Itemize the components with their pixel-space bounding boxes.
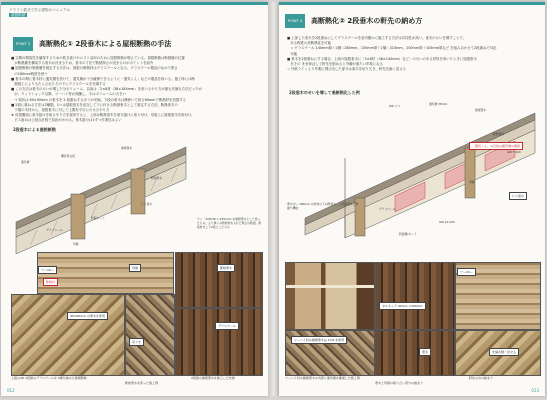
purlin [71, 194, 85, 239]
section-title: 高断熱化① 2段垂木による屋根断熱の手法 [39, 40, 172, 48]
photo-callout: タルキック 40mm ×300mm [379, 302, 426, 310]
roof-section-diagram [11, 134, 191, 254]
photo-insulation-layer [125, 294, 175, 376]
diagram-label: 通気層 [21, 160, 30, 164]
photo-callout: ビス留め [509, 192, 527, 200]
photo-rafters-closeup [175, 252, 263, 308]
photo-callout: 母屋 [129, 264, 141, 272]
purlin [131, 169, 145, 214]
diagram-caption: 2段垂木のせいを増して高断熱化した例 [289, 90, 360, 95]
photo-caption: 2段組の屋根垂木を施工した状態 [191, 376, 235, 380]
diagram-label: 断熱垂木 [493, 132, 505, 136]
diagram-label: グラスウール [46, 228, 63, 232]
photo-callout: 「通気くん」の目的は通気層の確保 [469, 142, 523, 150]
book-gutter [268, 2, 279, 396]
point-badge: POINT 3 [13, 37, 33, 51]
diagram-label: 構造用合板 [61, 154, 75, 158]
photo-callout: 先端を細く見せる [489, 348, 519, 356]
photo-callout: 垂木 [419, 348, 431, 356]
point-badge: POINT 4 [285, 14, 305, 28]
left-page [1, 2, 268, 396]
photo-eave-framing [285, 262, 375, 330]
right-page [279, 2, 545, 396]
diagram-label: 母屋 [73, 242, 79, 246]
diagram-label: 母屋 [469, 180, 475, 184]
photo-caption: 垂木と母屋の取り合い部分の納まり [375, 381, 424, 385]
page-number: 012 [7, 388, 15, 393]
diagram-note: 垂木せい 180mm の材料の下の断熱と、上段を垂木と母屋で構成 [287, 202, 359, 210]
diagram-label: 屋根垂木 [475, 108, 487, 112]
diagram-label: 通気層 38mm [429, 102, 448, 106]
running-header-tag: 屋根断熱 [11, 13, 26, 17]
photo-ceiling-rafters [37, 252, 174, 294]
section-title-box [285, 14, 422, 28]
diagram-label: GW ビス [389, 104, 401, 108]
photo-callout: 吊り木 [129, 338, 144, 346]
photo-caption: 断熱垂木を使った施工例 [125, 381, 159, 385]
photo-rafter-connection [375, 262, 455, 330]
photo-callout: 断熱材 [43, 278, 58, 286]
page-number: 013 [531, 388, 539, 393]
eave-section-diagram [285, 98, 541, 238]
roof-sheathing [16, 154, 186, 237]
diagram-label: グラスウール [379, 207, 396, 211]
photo-callout: 断熱垂木 [217, 264, 235, 272]
photo-attic-insulation [11, 294, 125, 376]
photo-caption: 上図の3D 2段組のグラスウールを 2層分納めた屋根断熱 [11, 376, 87, 380]
header-bar [279, 2, 545, 5]
photo-callout: ワー10ー [38, 266, 57, 274]
diagram-label: ビス留め [141, 202, 153, 206]
diagram-label: 防湿シート [91, 216, 105, 220]
diagram-caption: 2段垂木による屋根断熱 [13, 127, 56, 132]
photo-purlin-detail [175, 308, 263, 376]
diagram-label: GW 10-105 [439, 220, 455, 224]
diagram-note: ワン・3X8(38 × 235mm) を屋根垂木として使ったもの。より厚いの断熱材を入れた場合の断面。断熱材を上下2段にしたもの [197, 217, 262, 229]
section-title-box [13, 37, 171, 51]
photo-caption: 軒先の出の納まり [469, 376, 494, 380]
header-bar [1, 2, 268, 5]
diagram-label: GW T-100 [507, 150, 521, 154]
diagram-label: 防湿層/ボード [399, 232, 417, 236]
running-header: グラフと数式で学ぶ建物のマニュアル 屋根断熱 [9, 8, 70, 17]
photo-callout: グラスウール [215, 322, 239, 330]
photo-callout: ツーバイ材の屋根垂木は 2×8 を使用 [291, 336, 347, 344]
photo-callout: ワー10ー [457, 268, 476, 276]
purlin [465, 148, 475, 198]
photo-caption: ツーバイ材の屋根垂木の内部に通気層を確保した施工例 [285, 376, 360, 380]
body-text: ■ 空間の開放性を確保するための吹き抜けやロフト活用のために屋根断熱が増えている。屋根断熱は断熱層の位置 が断熱層を構成する垂木が決まるため、垂木の寸法で断熱厚さが決まるのがポイントを紹介 ■ 屋根断熱の断熱層を規定する方法は、屋根の断熱材はグラスウールとなる。グラスウール製品のなかで厚さ の180mm程度を使う ■ 垂木の間に垂木材に通気層を設けて、通気層が十分確保できるように「通気くん」などの製品を用いる。施工時には断 熱施工によりもたらされたその下にグラスウールを充填する ■ この方法は垂木のせいが増した分ボリューム、以前は「2×8材（38×184mm）を用いるやり方が最も安価な方法だったが が、ウッドショック以降、ツーバイ材が高騰し、今はボリュームの大きい → 現状は 60×90mm の垂木を 2 段重ねするほうが安価。下段の垂木は横使いで高さ60mmで断熱材を設置する ■ 2段に重ねる方法は2種類。1つは屋根垂木を直交して下に付ける断熱垂木として固定する方法。断熱垂木の 下端の木材から、屋根垂木に対して上側を平行にのせるやり方 ★ 母屋側面に垂木掛けを取るやり方を採用すると、上部は断熱垂木を垂木掛けに取り付け、母屋上に屋根垂木を取付け、 ビス留めは上段合計数で負担がかかる。垂木掛けは1ずつ作業性はよい [11, 56, 203, 123]
diagram-label: 断熱垂木 [151, 176, 163, 180]
section-title: 高断熱化② 2段垂木の軒先の納め方 [311, 17, 423, 25]
photo-rafter-notch [375, 330, 455, 376]
diagram-label: 屋根垂木 [121, 146, 133, 150]
photo-callout: 45×60mm の垂木を使用 [67, 312, 108, 320]
body-text: ■ 上部した垂木を2段重ねにしてグラスウールを室内側から施工する方法は共同性が高い。垂木のせいを増すことで、 ある程度の高断熱化を可能 ⇒ グラスウール 140mm厚＋2層＝280mm、155mm厚＋2層＝310mm、200mm厚＋105mm厚など を組み合わせて2段重ねで対応 可能 ■ 垂木を2段重ねにする場合、上段の屋根垂木に「2×8材（38×140mm）など」のせいのある材料を用いたときに屋根垂木 をその まま伸ばして軒先を納めると外観が重たい印象になる ⇒ 外壁ラインより外側に飛び出した部分は垂木を切り欠き、軒先を細く見せる [287, 36, 497, 72]
sheathing [305, 120, 535, 235]
